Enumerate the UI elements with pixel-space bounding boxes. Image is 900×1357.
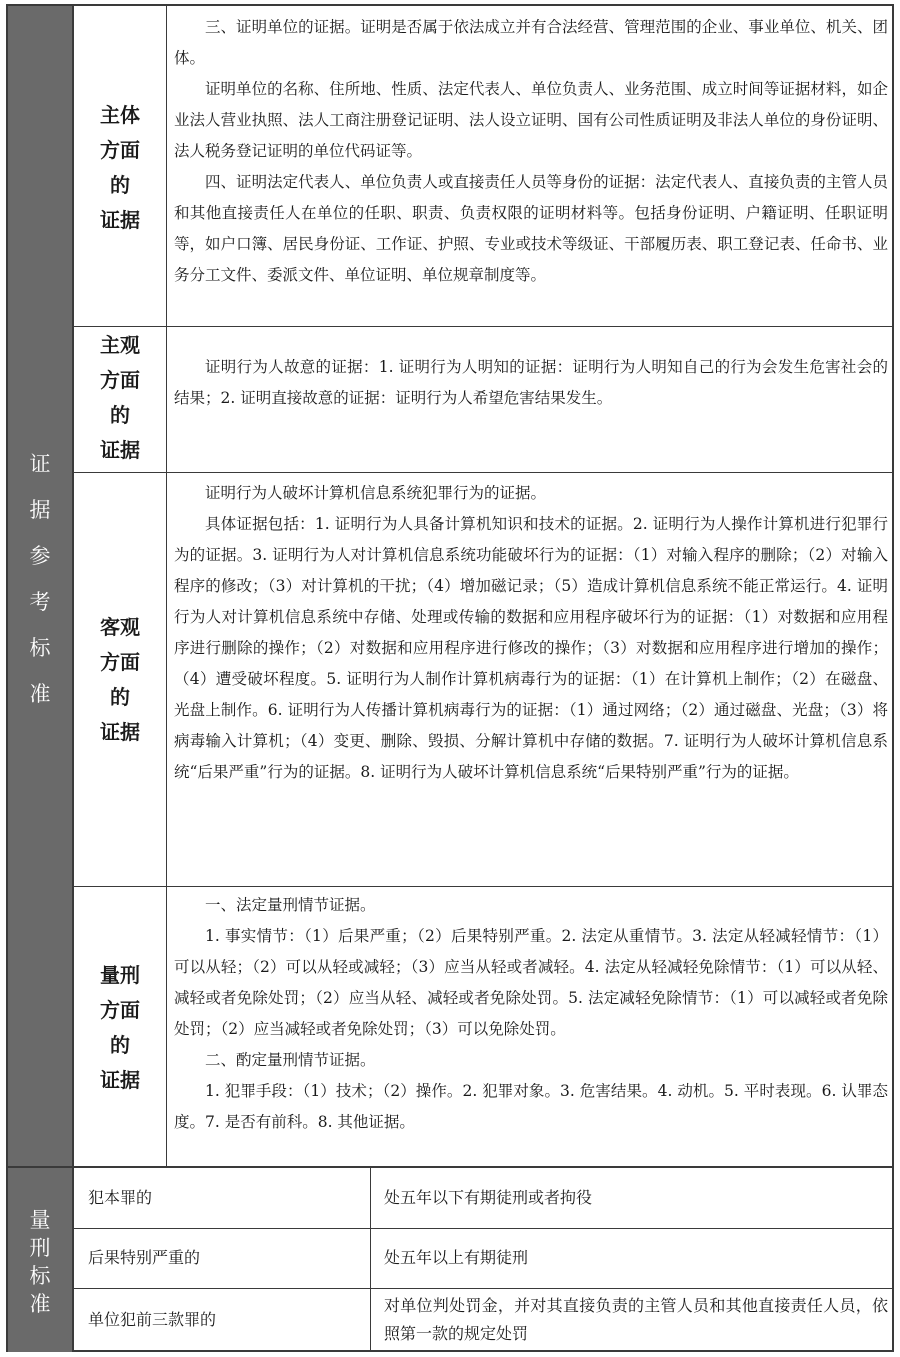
evidence-label-char: 考: [29, 590, 51, 614]
evidence-label-column: [8, 6, 72, 1166]
sentencing-label-char: 刑: [29, 1236, 51, 1260]
column-divider: [370, 1168, 371, 1352]
sentencing-label-char: 标: [29, 1264, 51, 1288]
sentencing-crime-cell: 后果特别严重的: [88, 1248, 201, 1267]
row-divider: [72, 886, 894, 887]
paragraph: 1. 犯罪手段：（1）技术；（2）操作。2. 犯罪对象。3. 危害结果。4. 动机。5. 平时表现。6. 认罪态度。7. 是否有前科。8. 其他证据。: [174, 1082, 888, 1131]
section-title-line: 方面: [100, 138, 140, 162]
paragraph: 证明行为人故意的证据：1. 证明行为人明知的证据：证明行为人明知自己的行为会发生危害社会的结果；2. 证明直接故意的证据：证明行为人希望危害结果发生。: [174, 358, 888, 407]
section-body-subjective: [174, 352, 888, 414]
paragraph: 1. 事实情节：（1）后果严重；（2）后果特别严重。2. 法定从重情节。3. 法定从轻减轻情节：（1）可以从轻；（2）可以从轻或减轻；（3）应当从轻或者减轻。4. 法定从轻减轻免除情节：（1）可以从轻、减轻或者免除处罚；（2）应当从轻、减轻或者免除处罚。5. 法定减轻免除情节：（1）可以减轻或者免除处罚；（2）应当减轻或者免除处罚；（3）可以免除处罚。: [174, 927, 888, 1038]
row-divider: [72, 472, 894, 473]
paragraph: 一、法定量刑情节证据。: [205, 896, 376, 914]
section-title-line: 方面: [100, 998, 140, 1022]
section-title-line: 证据: [100, 208, 140, 232]
paragraph: 具体证据包括：1. 证明行为人具备计算机知识和技术的证据。2. 证明行为人操作计算机进行犯罪行为的证据。3. 证明行为人对计算机信息系统功能破坏行为的证据：（1）对输入程序的删除；（2）对输入程序的修改；（3）对计算机的干扰；（4）增加磁记录；（5）造成计算机信息系统不能正常运行。4. 证明行为人对计算机信息系统中存储、处理或传输的数据和应用程序破坏行为的证据：（1）对数据和应用程序进行删除的操作；（2）对数据和应用程序进行修改的操作；（3）对数据和应用程序进行增加的操作；（4）遭受破坏程度。5. 证明行为人制作计算机病毒行为的证据：（1）在计算机上制作；（2）在磁盘、光盘上制作。6. 证明行为人传播计算机病毒行为的证据：（1）通过网络；（2）通过磁盘、光盘；（3）将病毒输入计算机；（4）变更、删除、毁损、分解计算机中存储的数据。7. 证明行为人破坏计算机信息系统“后果严重”行为的证据。8. 证明行为人破坏计算机信息系统“后果特别严重”行为的证据。: [174, 515, 888, 781]
evidence-label-char: 证: [29, 452, 51, 476]
evidence-label-char: 标: [29, 636, 51, 660]
section-title-line: 的: [110, 685, 130, 709]
column-divider: [166, 6, 167, 1166]
evidence-label-char: 准: [29, 682, 51, 706]
section-title-line: 证据: [100, 720, 140, 744]
section-title-line: 方面: [100, 368, 140, 392]
section-body-subject: [174, 12, 888, 291]
section-title-subject: [74, 98, 166, 238]
paragraph: 证明行为人破坏计算机信息系统犯罪行为的证据。: [205, 484, 547, 502]
paragraph: 二、酌定量刑情节证据。: [205, 1051, 376, 1069]
sentencing-label-column: [8, 1168, 72, 1352]
sentencing-penalty-cell: 处五年以上有期徒刑: [384, 1248, 529, 1267]
section-title-line: 的: [110, 403, 130, 427]
sentencing-crime-cell: 犯本罪的: [88, 1188, 153, 1207]
section-title-line: 量刑: [100, 963, 140, 987]
sentencing-penalty-cell: 处五年以下有期徒刑或者拘役: [384, 1188, 593, 1207]
evidence-label-char: 参: [29, 544, 51, 568]
section-title-line: 的: [110, 1033, 130, 1057]
paragraph: 三、证明单位的证据。证明是否属于依法成立并有合法经营、管理范围的企业、事业单位、机关、团体。: [174, 18, 888, 67]
section-title-line: 客观: [100, 615, 140, 639]
section-body-sentencing: [174, 890, 888, 1138]
section-title-subjective: [74, 328, 166, 468]
row-divider: [8, 1166, 894, 1168]
row-divider: [74, 1288, 894, 1289]
section-title-line: 主体: [100, 103, 140, 127]
sentencing-label-char: 准: [29, 1292, 51, 1316]
section-title-line: 证据: [100, 1068, 140, 1092]
paragraph: 证明单位的名称、住所地、性质、法定代表人、单位负责人、业务范围、成立时间等证据材料，如企业法人营业执照、法人工商注册登记证明、法人设立证明、国有公司性质证明及非法人单位的身份证明、法人税务登记证明的单位代码证等。: [174, 80, 888, 160]
section-title-line: 主观: [100, 333, 140, 357]
sentencing-crime-cell: 单位犯前三款罪的: [88, 1310, 217, 1329]
section-title-sentencing: [74, 958, 166, 1098]
section-title-line: 证据: [100, 438, 140, 462]
section-title-line: 的: [110, 173, 130, 197]
sentencing-label-char: 量: [29, 1208, 51, 1232]
paragraph: 四、证明法定代表人、单位负责人或直接责任人员等身份的证据：法定代表人、直接负责的主管人员和其他直接责任人在单位的任职、职责、负责权限的证明材料等。包括身份证明、户籍证明、任职证明等，如户口簿、居民身份证、工作证、护照、专业或技术等级证、干部履历表、职工登记表、任命书、业务分工文件、委派文件、单位证明、单位规章制度等。: [174, 173, 888, 284]
evidence-label-char: 据: [29, 498, 51, 522]
sentencing-penalty-cell: 对单位判处罚金，并对其直接负责的主管人员和其他直接责任人员，依照第一款的规定处罚: [384, 1296, 888, 1343]
row-divider: [72, 326, 894, 327]
section-title-line: 方面: [100, 650, 140, 674]
section-body-objective: [174, 478, 888, 788]
evidence-table: [6, 4, 894, 1352]
row-divider: [74, 1228, 894, 1229]
section-title-objective: [74, 610, 166, 750]
